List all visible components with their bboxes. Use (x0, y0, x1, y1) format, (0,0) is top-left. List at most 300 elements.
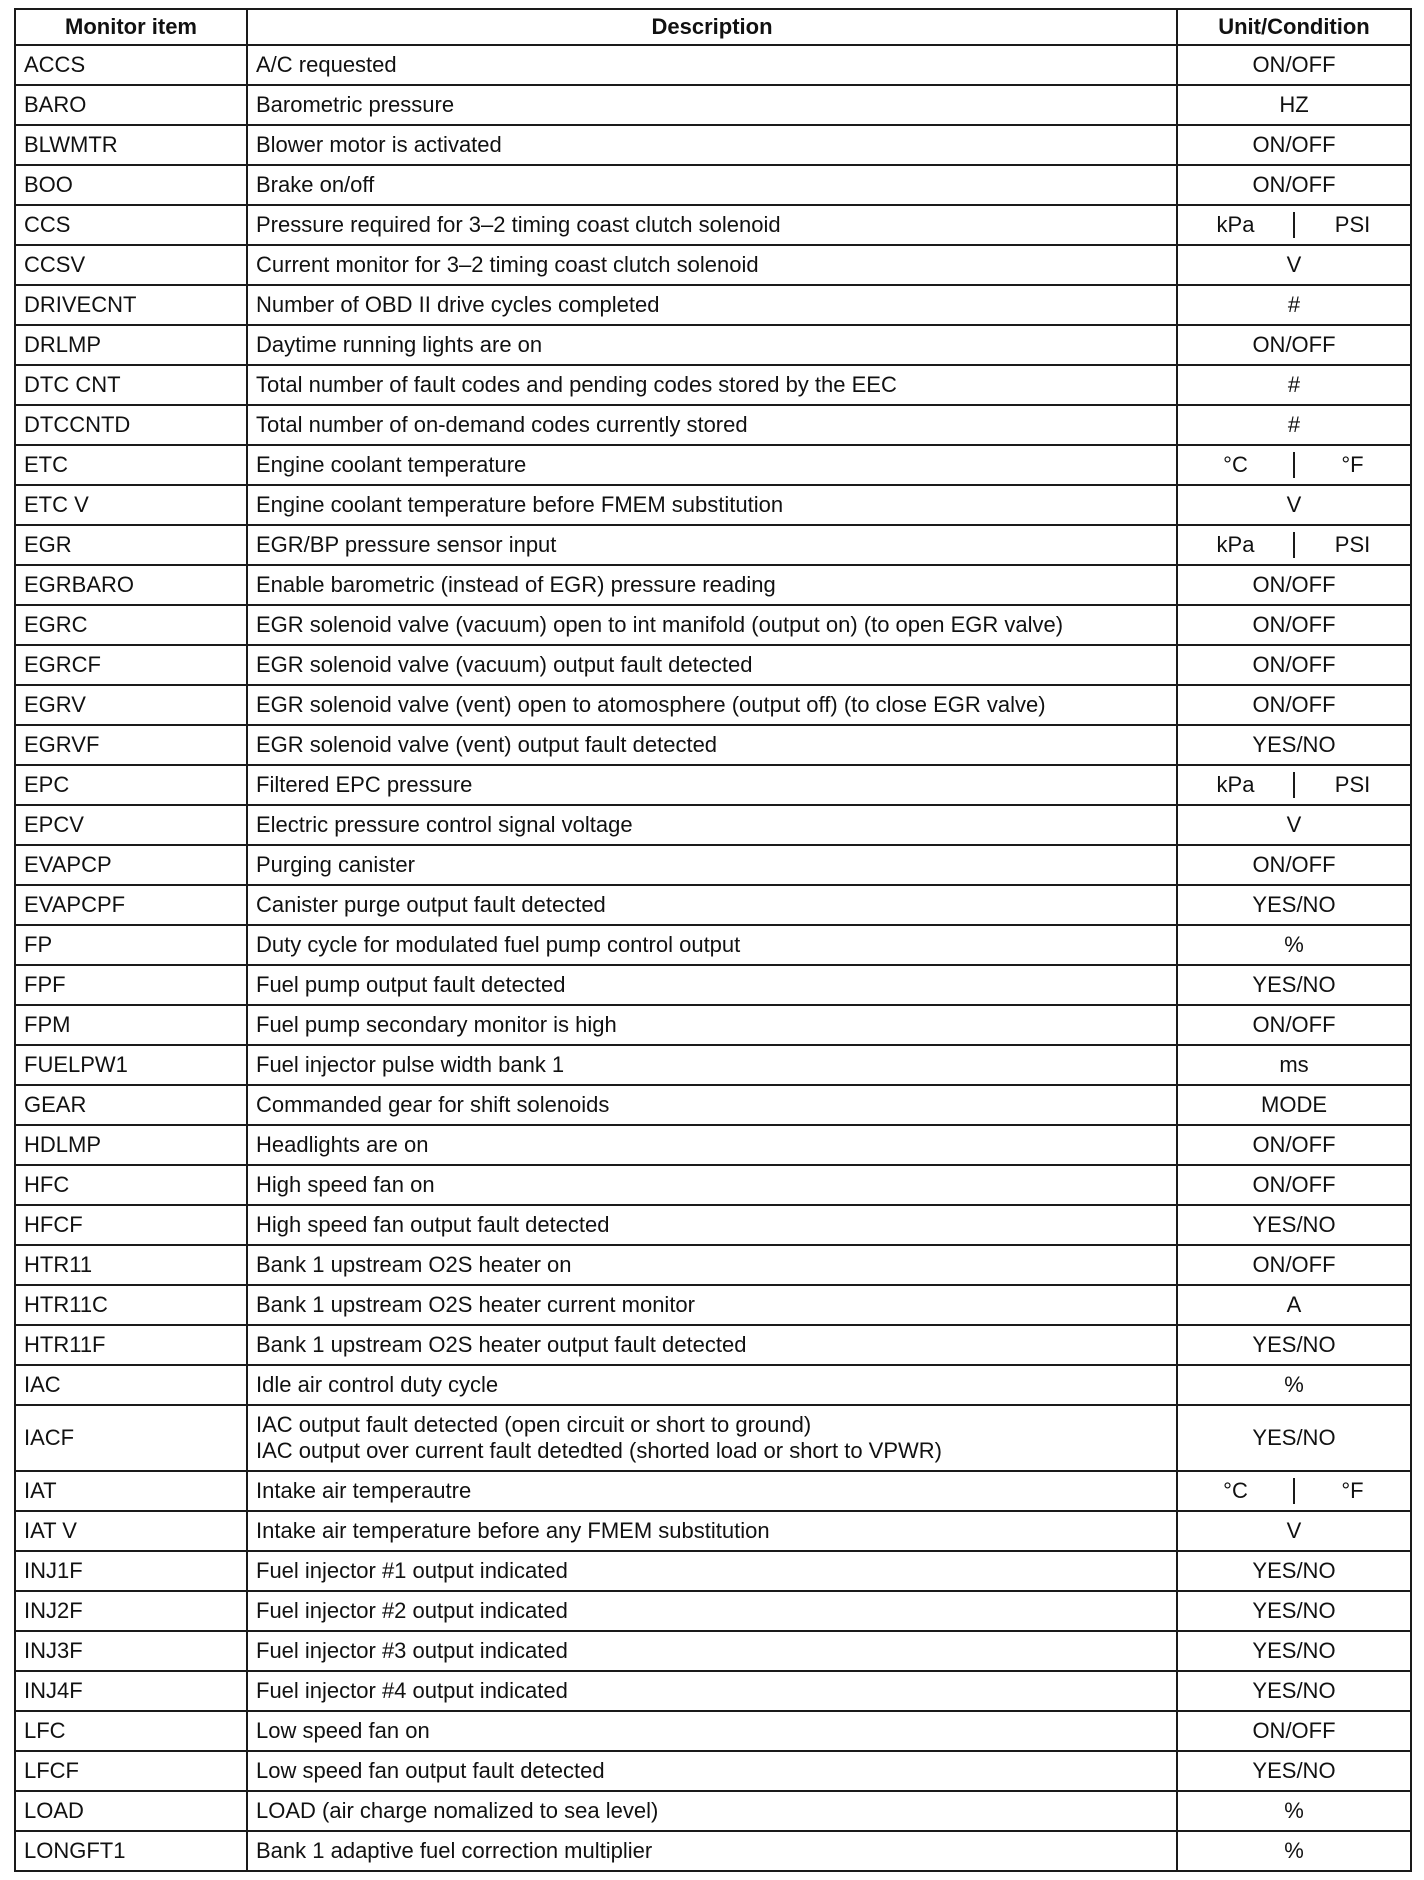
unit-condition-cell (1177, 1245, 1411, 1285)
description-line: Electric pressure control signal voltage (256, 812, 633, 837)
unit-value: kPa (1216, 532, 1255, 557)
description-cell (247, 525, 1177, 565)
unit-values (1178, 246, 1410, 284)
table-row (15, 1831, 1411, 1871)
description-line: Idle air control duty cycle (256, 1372, 499, 1397)
monitor-item-cell: HDLMP (15, 1125, 247, 1165)
description-cell (247, 1711, 1177, 1751)
unit-condition-cell (1177, 485, 1411, 525)
monitor-item-cell: EGRC (15, 605, 247, 645)
monitor-item-cell: EVAPCPF (15, 885, 247, 925)
unit-values (1178, 366, 1410, 404)
monitor-item-cell: INJ4F (15, 1671, 247, 1711)
unit-condition-cell (1177, 1471, 1411, 1511)
unit-condition-cell (1177, 605, 1411, 645)
table-row (15, 565, 1411, 605)
unit-values (1178, 486, 1410, 524)
unit-condition-cell (1177, 1005, 1411, 1045)
description-line: Canister purge output fault detected (256, 892, 606, 917)
description-line: Pressure required for 3–2 timing coast clutch solenoid (256, 212, 781, 237)
table-row (15, 1005, 1411, 1045)
description-cell (247, 885, 1177, 925)
unit-condition-cell (1177, 1791, 1411, 1831)
table-row (15, 1205, 1411, 1245)
table-row (15, 925, 1411, 965)
monitor-item-cell: BOO (15, 165, 247, 205)
unit-value: ON/OFF (1252, 1252, 1336, 1277)
description-cell (247, 165, 1177, 205)
description-cell (247, 1245, 1177, 1285)
description-cell (247, 1165, 1177, 1205)
description-line: EGR solenoid valve (vacuum) open to int manifold (output on) (to open EGR valve) (256, 612, 1064, 637)
monitor-item-cell: EGRV (15, 685, 247, 725)
description-line: Bank 1 upstream O2S heater output fault detected (256, 1332, 747, 1357)
table-row (15, 1671, 1411, 1711)
table-row (15, 1511, 1411, 1551)
description-line: Bank 1 upstream O2S heater on (256, 1252, 572, 1277)
description-line: Intake air temperature before any FMEM substitution (256, 1518, 770, 1543)
unit-values (1178, 1472, 1410, 1510)
monitor-item-cell: INJ3F (15, 1631, 247, 1671)
unit-value: °F (1293, 1478, 1410, 1504)
description-line: Engine coolant temperature before FMEM substitution (256, 492, 784, 517)
table-row (15, 485, 1411, 525)
monitor-item-cell: ETC V (15, 485, 247, 525)
table-row (15, 405, 1411, 445)
description-cell (247, 45, 1177, 85)
description-cell (247, 1551, 1177, 1591)
unit-value: # (1287, 372, 1301, 397)
unit-values (1178, 966, 1410, 1004)
unit-values (1178, 1406, 1410, 1470)
unit-condition-cell (1177, 125, 1411, 165)
description-cell (247, 1325, 1177, 1365)
description-cell (247, 445, 1177, 485)
unit-condition-cell (1177, 1045, 1411, 1085)
monitor-item-cell: HTR11 (15, 1245, 247, 1285)
monitor-item-cell: LFCF (15, 1751, 247, 1791)
description-cell (247, 645, 1177, 685)
unit-value: # (1287, 412, 1301, 437)
unit-value: ON/OFF (1252, 612, 1336, 637)
unit-value: ON/OFF (1252, 692, 1336, 717)
description-line: Daytime running lights are on (256, 332, 543, 357)
table-row (15, 205, 1411, 245)
monitor-item-cell: INJ1F (15, 1551, 247, 1591)
monitor-item-cell: DTC CNT (15, 365, 247, 405)
description-line: Headlights are on (256, 1132, 429, 1157)
unit-values (1178, 1632, 1410, 1670)
table-row (15, 845, 1411, 885)
monitor-item-cell: EPC (15, 765, 247, 805)
monitor-item-cell: DRIVECNT (15, 285, 247, 325)
description-cell (247, 1125, 1177, 1165)
unit-value: °C (1223, 1478, 1248, 1503)
monitor-item-cell: HFC (15, 1165, 247, 1205)
table-row (15, 1751, 1411, 1791)
unit-condition-cell (1177, 365, 1411, 405)
unit-condition-cell (1177, 1365, 1411, 1405)
description-line: Fuel injector #2 output indicated (256, 1598, 568, 1623)
description-cell (247, 1831, 1177, 1871)
monitor-item-cell: EVAPCP (15, 845, 247, 885)
unit-values (1178, 46, 1410, 84)
monitor-item-cell: HTR11F (15, 1325, 247, 1365)
unit-values (1178, 1246, 1410, 1284)
unit-condition-cell (1177, 525, 1411, 565)
table-row (15, 1085, 1411, 1125)
description-line: Engine coolant temperature (256, 452, 527, 477)
unit-value: MODE (1261, 1092, 1327, 1117)
description-cell (247, 85, 1177, 125)
unit-value: V (1286, 812, 1302, 837)
description-line: Low speed fan on (256, 1718, 430, 1743)
unit-value: YES/NO (1252, 1332, 1336, 1357)
unit-condition-cell (1177, 1205, 1411, 1245)
table-row (15, 685, 1411, 725)
unit-value: YES/NO (1252, 892, 1336, 917)
unit-values (1178, 1326, 1410, 1364)
description-line: Fuel pump secondary monitor is high (256, 1012, 617, 1037)
monitor-item-cell: INJ2F (15, 1591, 247, 1631)
unit-value: PSI (1293, 212, 1410, 238)
unit-values (1178, 686, 1410, 724)
unit-value: °F (1293, 452, 1410, 478)
monitor-item-cell: DTCCNTD (15, 405, 247, 445)
header-description: Description (247, 9, 1177, 45)
unit-value: YES/NO (1252, 732, 1336, 757)
description-line: Fuel pump output fault detected (256, 972, 566, 997)
description-line: Current monitor for 3–2 timing coast clutch solenoid (256, 252, 759, 277)
unit-value: °C (1223, 452, 1248, 477)
unit-condition-cell (1177, 645, 1411, 685)
description-line: Duty cycle for modulated fuel pump control output (256, 932, 741, 957)
unit-values (1178, 926, 1410, 964)
description-line: EGR solenoid valve (vacuum) output fault detected (256, 652, 753, 677)
unit-condition-cell (1177, 165, 1411, 205)
unit-values (1178, 1086, 1410, 1124)
unit-value: kPa (1216, 212, 1255, 237)
description-cell (247, 1405, 1177, 1471)
description-cell (247, 1045, 1177, 1085)
monitor-item-cell: HTR11C (15, 1285, 247, 1325)
unit-values (1178, 726, 1410, 764)
description-line: Total number of fault codes and pending codes stored by the EEC (256, 372, 897, 397)
table-row (15, 365, 1411, 405)
monitor-item-cell: BLWMTR (15, 125, 247, 165)
unit-condition-cell (1177, 1325, 1411, 1365)
unit-values (1178, 1752, 1410, 1790)
table-row (15, 285, 1411, 325)
description-cell (247, 1591, 1177, 1631)
unit-values (1178, 1286, 1410, 1324)
monitor-item-cell: IACF (15, 1405, 247, 1471)
monitor-item-cell: DRLMP (15, 325, 247, 365)
unit-condition-cell (1177, 1631, 1411, 1671)
unit-value: YES/NO (1252, 1638, 1336, 1663)
unit-condition-cell (1177, 1751, 1411, 1791)
unit-value: V (1286, 492, 1302, 517)
description-cell (247, 965, 1177, 1005)
unit-values (1178, 1366, 1410, 1404)
unit-values (1178, 1046, 1410, 1084)
unit-condition-cell (1177, 805, 1411, 845)
unit-value: V (1286, 252, 1302, 277)
unit-condition-cell (1177, 1085, 1411, 1125)
unit-condition-cell (1177, 765, 1411, 805)
unit-condition-cell (1177, 1551, 1411, 1591)
unit-value: ON/OFF (1252, 132, 1336, 157)
description-cell (247, 1791, 1177, 1831)
unit-condition-cell (1177, 1711, 1411, 1751)
unit-value: YES/NO (1252, 1678, 1336, 1703)
monitor-item-cell: ETC (15, 445, 247, 485)
unit-values (1178, 126, 1410, 164)
unit-value: V (1286, 1518, 1302, 1543)
description-cell (247, 1671, 1177, 1711)
description-cell (247, 605, 1177, 645)
unit-values (1178, 326, 1410, 364)
unit-values (1178, 206, 1410, 244)
table-row (15, 45, 1411, 85)
table-row (15, 725, 1411, 765)
unit-value: ON/OFF (1252, 1172, 1336, 1197)
unit-values (1178, 166, 1410, 204)
unit-values (1178, 1552, 1410, 1590)
description-line: Fuel injector #3 output indicated (256, 1638, 568, 1663)
description-line: LOAD (air charge nomalized to sea level) (256, 1798, 659, 1823)
unit-condition-cell (1177, 1285, 1411, 1325)
unit-condition-cell (1177, 965, 1411, 1005)
unit-value: % (1284, 932, 1304, 957)
unit-value: YES/NO (1252, 1212, 1336, 1237)
table-row (15, 1365, 1411, 1405)
description-cell (247, 325, 1177, 365)
unit-value: YES/NO (1252, 1598, 1336, 1623)
header-unit-condition: Unit/Condition (1177, 9, 1411, 45)
table-header-row (15, 9, 1411, 45)
unit-value: % (1284, 1838, 1304, 1863)
table-row (15, 1711, 1411, 1751)
unit-value: ON/OFF (1252, 652, 1336, 677)
monitor-item-cell: EGRVF (15, 725, 247, 765)
description-line: Fuel injector #1 output indicated (256, 1558, 568, 1583)
unit-value: HZ (1279, 92, 1309, 117)
monitor-item-cell: EPCV (15, 805, 247, 845)
unit-value: ON/OFF (1252, 852, 1336, 877)
description-cell (247, 405, 1177, 445)
description-line: Intake air temperautre (256, 1478, 472, 1503)
table-row (15, 525, 1411, 565)
monitor-item-cell: IAT (15, 1471, 247, 1511)
monitor-item-cell: LOAD (15, 1791, 247, 1831)
table-row (15, 1285, 1411, 1325)
unit-values (1178, 886, 1410, 924)
unit-value: ON/OFF (1252, 1012, 1336, 1037)
unit-condition-cell (1177, 885, 1411, 925)
description-line: High speed fan on (256, 1172, 435, 1197)
table-row (15, 965, 1411, 1005)
description-line: Commanded gear for shift solenoids (256, 1092, 610, 1117)
description-cell (247, 1205, 1177, 1245)
unit-condition-cell (1177, 1511, 1411, 1551)
monitor-item-cell: FUELPW1 (15, 1045, 247, 1085)
monitor-item-cell: LONGFT1 (15, 1831, 247, 1871)
unit-condition-cell (1177, 245, 1411, 285)
unit-value: PSI (1293, 532, 1410, 558)
unit-values (1178, 86, 1410, 124)
table-row (15, 125, 1411, 165)
description-cell (247, 365, 1177, 405)
unit-value: ON/OFF (1252, 172, 1336, 197)
table-row (15, 645, 1411, 685)
table-row (15, 1551, 1411, 1591)
table-row (15, 445, 1411, 485)
table-row (15, 1245, 1411, 1285)
unit-condition-cell (1177, 565, 1411, 605)
unit-value: YES/NO (1252, 972, 1336, 997)
unit-condition-cell (1177, 845, 1411, 885)
unit-value: YES/NO (1252, 1425, 1336, 1450)
monitor-item-cell: BARO (15, 85, 247, 125)
description-line: Fuel injector #4 output indicated (256, 1678, 568, 1703)
unit-value: A (1286, 1292, 1302, 1317)
unit-condition-cell (1177, 45, 1411, 85)
monitor-item-cell: EGRBARO (15, 565, 247, 605)
unit-values (1178, 286, 1410, 324)
table-row (15, 1405, 1411, 1471)
description-cell (247, 245, 1177, 285)
unit-value: ON/OFF (1252, 52, 1336, 77)
unit-values (1178, 1206, 1410, 1244)
unit-value: # (1287, 292, 1301, 317)
description-cell (247, 725, 1177, 765)
description-cell (247, 925, 1177, 965)
unit-values (1178, 606, 1410, 644)
monitor-item-table (14, 8, 1412, 1872)
unit-values (1178, 1006, 1410, 1044)
description-cell (247, 1631, 1177, 1671)
unit-values (1178, 846, 1410, 884)
unit-condition-cell (1177, 1125, 1411, 1165)
monitor-item-cell: LFC (15, 1711, 247, 1751)
unit-values (1178, 766, 1410, 804)
monitor-item-cell: IAT V (15, 1511, 247, 1551)
unit-condition-cell (1177, 205, 1411, 245)
unit-values (1178, 806, 1410, 844)
unit-values (1178, 1712, 1410, 1750)
monitor-item-cell: CCSV (15, 245, 247, 285)
monitor-item-cell: EGRCF (15, 645, 247, 685)
description-cell (247, 1365, 1177, 1405)
table-row (15, 1325, 1411, 1365)
table-row (15, 245, 1411, 285)
description-cell (247, 765, 1177, 805)
unit-condition-cell (1177, 325, 1411, 365)
description-line: IAC output over current fault detedted (shorted load or short to VPWR) (256, 1438, 943, 1463)
unit-value: ms (1279, 1052, 1309, 1077)
monitor-item-cell: FP (15, 925, 247, 965)
description-line: Number of OBD II drive cycles completed (256, 292, 660, 317)
unit-values (1178, 1126, 1410, 1164)
unit-condition-cell (1177, 1591, 1411, 1631)
unit-condition-cell (1177, 405, 1411, 445)
description-line: Fuel injector pulse width bank 1 (256, 1052, 565, 1077)
unit-values (1178, 1166, 1410, 1204)
unit-condition-cell (1177, 725, 1411, 765)
description-line: Bank 1 adaptive fuel correction multiplier (256, 1838, 653, 1863)
unit-value: PSI (1293, 772, 1410, 798)
unit-condition-cell (1177, 85, 1411, 125)
table-row (15, 765, 1411, 805)
unit-value: % (1284, 1372, 1304, 1397)
unit-condition-cell (1177, 285, 1411, 325)
unit-condition-cell (1177, 1831, 1411, 1871)
unit-values (1178, 1672, 1410, 1710)
description-line: High speed fan output fault detected (256, 1212, 610, 1237)
unit-value: ON/OFF (1252, 1132, 1336, 1157)
description-cell (247, 125, 1177, 165)
description-line: EGR solenoid valve (vent) output fault detected (256, 732, 718, 757)
unit-values (1178, 446, 1410, 484)
table-row (15, 1165, 1411, 1205)
header-monitor-item: Monitor item (15, 9, 247, 45)
unit-values (1178, 1592, 1410, 1630)
unit-values (1178, 1832, 1410, 1870)
description-line: Low speed fan output fault detected (256, 1758, 605, 1783)
description-line: Enable barometric (instead of EGR) pressure reading (256, 572, 776, 597)
unit-value: kPa (1216, 772, 1255, 797)
unit-value: ON/OFF (1252, 332, 1336, 357)
unit-condition-cell (1177, 925, 1411, 965)
table-row (15, 605, 1411, 645)
unit-value: YES/NO (1252, 1558, 1336, 1583)
monitor-item-cell: ACCS (15, 45, 247, 85)
table-row (15, 1125, 1411, 1165)
description-line: A/C requested (256, 52, 397, 77)
monitor-item-cell: HFCF (15, 1205, 247, 1245)
description-cell (247, 285, 1177, 325)
monitor-item-cell: CCS (15, 205, 247, 245)
unit-condition-cell (1177, 1405, 1411, 1471)
unit-condition-cell (1177, 1671, 1411, 1711)
description-cell (247, 685, 1177, 725)
description-cell (247, 1471, 1177, 1511)
monitor-item-cell: FPF (15, 965, 247, 1005)
table-row (15, 1631, 1411, 1671)
table-row (15, 85, 1411, 125)
unit-values (1178, 1512, 1410, 1550)
description-cell (247, 1751, 1177, 1791)
unit-values (1178, 1792, 1410, 1830)
description-cell (247, 1085, 1177, 1125)
description-line: Barometric pressure (256, 92, 455, 117)
table-row (15, 165, 1411, 205)
unit-value: ON/OFF (1252, 1718, 1336, 1743)
unit-value: YES/NO (1252, 1758, 1336, 1783)
description-line: EGR solenoid valve (vent) open to atomosphere (output off) (to close EGR valve) (256, 692, 1046, 717)
description-cell (247, 565, 1177, 605)
description-line: Total number of on-demand codes currently stored (256, 412, 748, 437)
description-line: IAC output fault detected (open circuit or short to ground) (256, 1412, 812, 1437)
monitor-item-cell: GEAR (15, 1085, 247, 1125)
table-row (15, 1591, 1411, 1631)
unit-condition-cell (1177, 445, 1411, 485)
table-row (15, 1471, 1411, 1511)
description-line: Filtered EPC pressure (256, 772, 473, 797)
description-cell (247, 1511, 1177, 1551)
description-cell (247, 1005, 1177, 1045)
